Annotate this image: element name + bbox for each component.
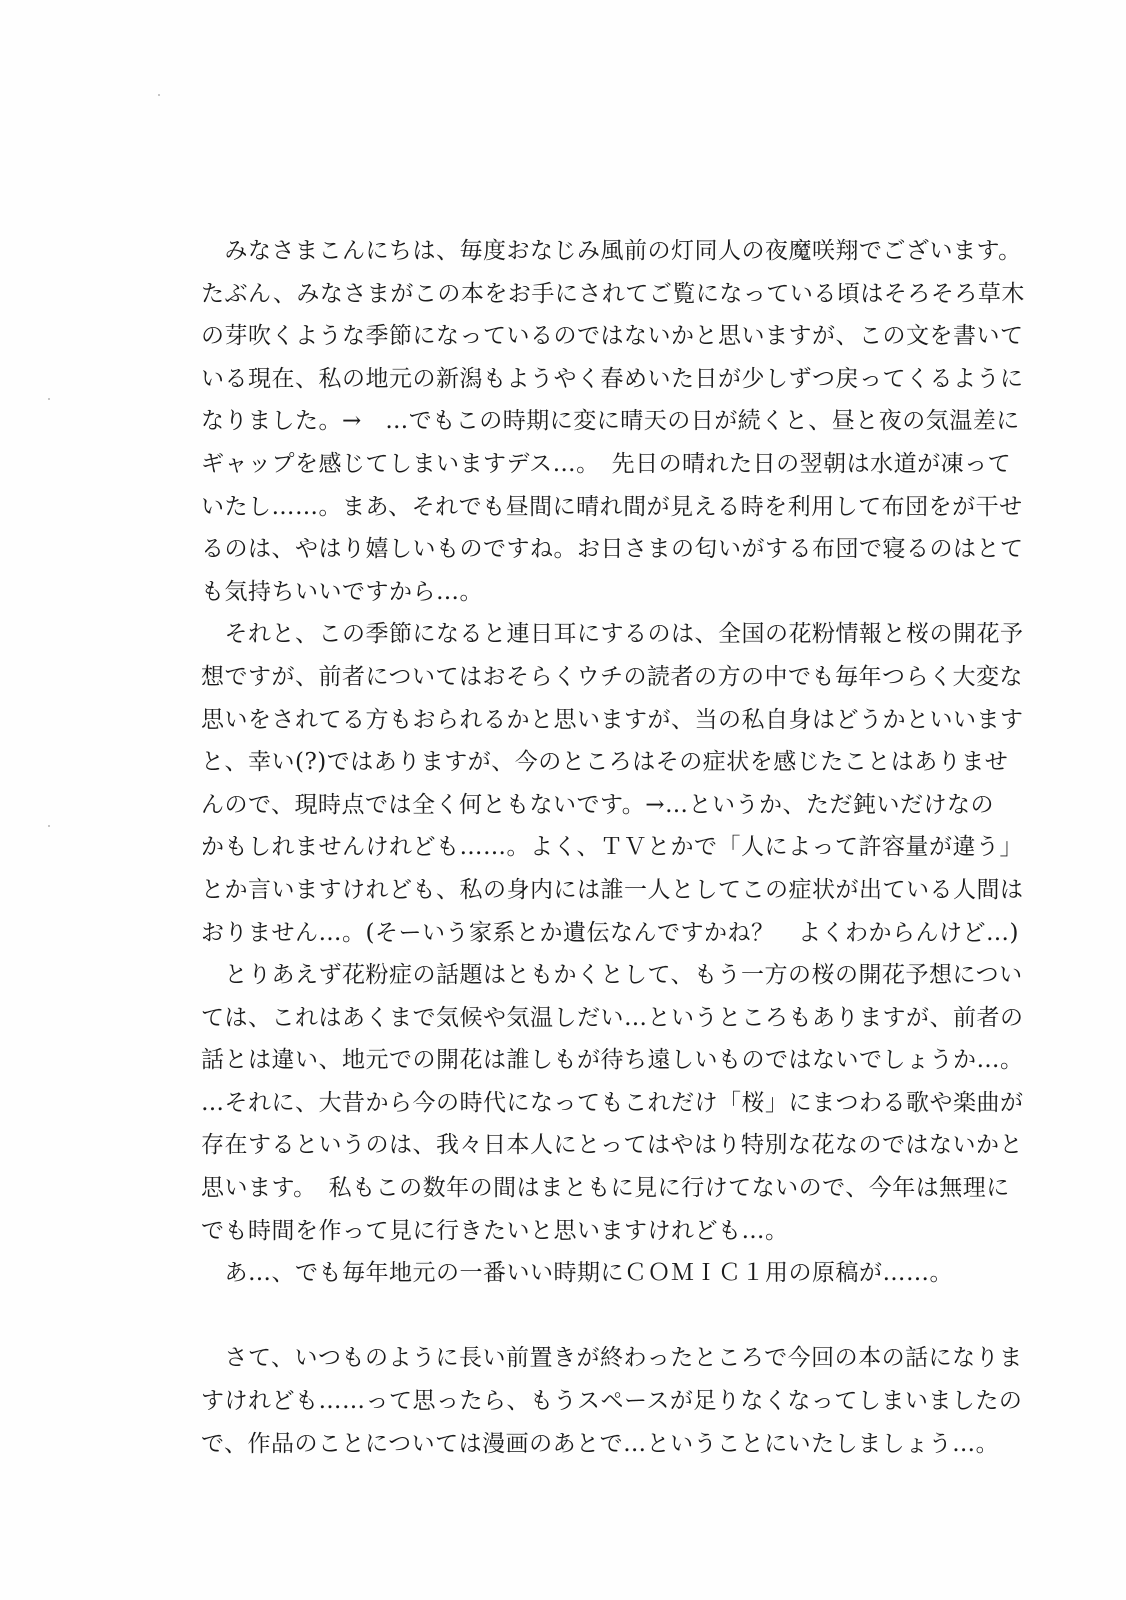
text-line: でも時間を作って見に行きたいと思いますけれども…。 xyxy=(201,1217,789,1244)
text-line: いる現在、私の地元の新潟もようやく春めいた日が少しずつ戻ってくるように xyxy=(201,365,1024,392)
text-line: それと、この季節になると連日耳にするのは、全国の花粉情報と桜の開花予 xyxy=(201,621,1024,648)
text-line: かもしれませんけれども……。よく、ＴＶとかで「人によって許容量が違う」 xyxy=(201,834,1024,861)
text-line: なりました。→ …でもこの時期に変に晴天の日が続くと、昼と夜の気温差に xyxy=(201,408,1020,435)
body-text xyxy=(201,230,1025,1465)
text-line: たぶん、みなさまがこの本をお手にされてご覧になっている頃はそろそろ草木 xyxy=(201,280,1025,307)
text-line: 思いをされてる方もおられるかと思いますが、当の私自身はどうかといいます xyxy=(201,706,1024,733)
text-line: るのは、やはり嬉しいものですね。お日さまの匂いがする布団で寝るのはとて xyxy=(201,536,1024,563)
text-line: ギャップを感じてしまいますデス…。 先日の晴れた日の翌朝は水道が凍って xyxy=(201,450,1012,477)
text-line: と、幸い(?)ではありますが、今のところはその症状を感じたことはありませ xyxy=(201,749,1009,776)
text-line: とりあえず花粉症の話題はともかくとして、もう一方の桜の開花予想につい xyxy=(201,962,1023,989)
text-line: おりません…。(そーいう家系とか遺伝なんですかね？ よくわからんけど…) xyxy=(201,919,1019,946)
text-line: …それに、大昔から今の時代になってもこれだけ「桜」にまつわる歌や楽曲が xyxy=(201,1089,1024,1116)
text-line: 想ですが、前者についてはおそらくウチの読者の方の中でも毎年つらく大変な xyxy=(201,663,1024,690)
text-line: の芽吹くような季節になっているのではないかと思いますが、この文を書いて xyxy=(201,323,1024,350)
text-line: 存在するというのは、我々日本人にとってはやはり特別な花なのではないかと xyxy=(201,1132,1024,1159)
scan-speck xyxy=(48,825,50,827)
paragraph-group-1 xyxy=(201,230,1025,1295)
text-line: 話とは違い、地元での開花は誰しもが待ち遠しいものではないでしょうか…。 xyxy=(201,1047,1024,1074)
text-line: も気持ちいいですから…。 xyxy=(201,578,483,605)
text-line: いたし……。まあ、それでも昼間に晴れ間が見える時を利用して布団をが干せ xyxy=(201,493,1023,520)
scan-speck xyxy=(158,94,160,96)
paragraph-group-2 xyxy=(201,1337,1021,1465)
text-line: あ…、でも毎年地元の一番いい時期にＣＯＭＩＣ１用の原稿が……。 xyxy=(201,1260,953,1287)
text-line: ては、これはあくまで気候や気温しだい…というところもありますが、前者の xyxy=(201,1004,1024,1031)
paragraph-spacer xyxy=(201,1295,1021,1338)
scan-speck xyxy=(48,398,50,400)
text-line: みなさまこんにちは、毎度おなじみ風前の灯同人の夜魔咲翔でございます。 xyxy=(201,238,1022,264)
text-line: とか言いますけれども、私の身内には誰一人としてこの症状が出ている人間は xyxy=(201,876,1024,903)
text-line: で、作品のことについては漫画のあとで…ということにいたしましょう…。 xyxy=(201,1430,1000,1457)
text-line: んので、現時点では全く何ともないです。→…というか、ただ鈍いだけなの xyxy=(201,791,994,818)
text-line: 思います。 私もこの数年の間はまともに見に行けてないので、今年は無理に xyxy=(201,1175,1010,1202)
text-line: すけれども……って思ったら、もうスペースが足りなくなってしまいましたの xyxy=(201,1388,1023,1415)
text-line: さて、いつものように長い前置きが終わったところで今回の本の話になりま xyxy=(201,1345,1023,1372)
